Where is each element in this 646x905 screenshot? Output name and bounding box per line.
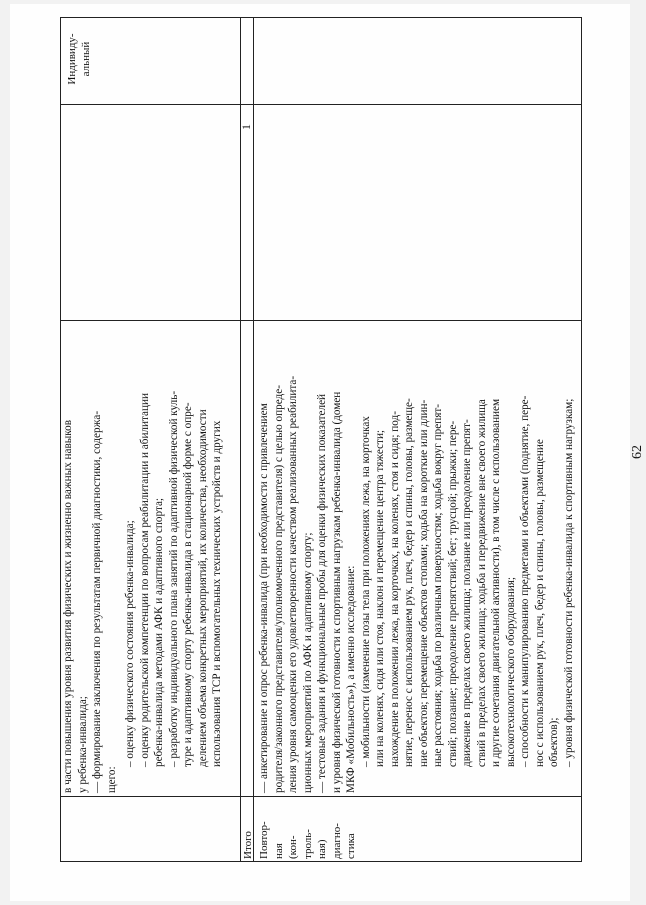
text-line: ребенка-инвалида методами АФК и адаптивного спорта;: [153, 497, 165, 767]
text-line: делением объема конкретных мероприятий, их количества, необходимости: [196, 409, 209, 767]
text-line: ствий; ползание; преодоление препятствий; бег; трусцой; прыжки; пере-: [446, 420, 459, 767]
text-line: диагно-: [330, 823, 343, 859]
col-separator-1: [61, 796, 581, 797]
text-line: нахождение в положении лежа, на корточках, на коленях, стоя и сидя; под-: [388, 411, 401, 767]
text-line: у ребенка-инвалида;: [76, 696, 89, 793]
text-line: стика: [345, 833, 357, 859]
text-line: или на коленях, сидя или стоя, наклон и перемещение центра тяжести;: [374, 429, 386, 767]
text-line: ная: [272, 843, 285, 859]
text-line: ствий в пределах своего жилища; ходьба и передвижение вне своего жилища: [475, 399, 488, 767]
text-line: ние объектов; перемещение объектов стопами; ходьба на короткие или длин-: [417, 399, 430, 767]
text-line: объектов);: [548, 717, 560, 767]
text-line: туре и адаптивному спорту ребенка-инвалида в стационарной форме с опре-: [182, 402, 194, 767]
text-line: — формирование заключения по результатам первичной диагностики, содержа-: [91, 410, 103, 793]
text-line: щего:: [105, 766, 118, 793]
text-line: движение в пределах своего жилища; ползание или преодоление препят-: [461, 419, 473, 767]
row-separator-top: [240, 18, 241, 861]
form-type-cell: [65, 19, 93, 99]
text-line: (кон-: [287, 835, 299, 859]
document-page: [10, 4, 645, 901]
text-line: использования ТСР и вспомогательных технических устройств и других: [211, 420, 223, 767]
text-line: – разработку индивидуального плана занятий по адаптивной физической куль-: [167, 390, 180, 767]
text-line: альный: [80, 41, 92, 77]
text-line: и уровня физической готовности к спортивным нагрузкам ребенка-инвалида (домен: [330, 391, 343, 793]
main-row-content: [257, 327, 576, 793]
text-line: высокотехнологического оборудования;: [504, 577, 517, 767]
itogo-label: Итого: [242, 831, 254, 859]
text-line: троль-: [301, 829, 314, 859]
text-line: нятие, перенос с использованием рук, плеч, бедер и спины, головы, размеще-: [403, 398, 415, 767]
text-line: — анкетирование и опрос ребенка-инвалида (при необходимости с привлечением: [258, 403, 270, 793]
top-row-content: [61, 327, 225, 793]
page-number: 62: [630, 445, 645, 459]
text-line: нос с использованием рук, плеч, бедер и спины, головы, размещение: [533, 439, 546, 767]
text-line: и другие сочетания двигательной активности), в том числе с использованием: [490, 398, 502, 767]
itogo-value: 1: [239, 124, 253, 130]
text-line: Повтор-: [258, 821, 270, 859]
row-separator-itogo: [253, 18, 254, 861]
text-line: — тестовые задания и функциональные пробы для оценки физических показателей: [316, 393, 328, 793]
program-table: [60, 17, 582, 862]
text-line: – оценку родительской компетенции по вопросам реабилитации и абилитации: [138, 393, 151, 767]
text-line: МКФ «Мобильность»), а именно исследование:: [345, 565, 357, 793]
col-separator-3: [61, 104, 581, 105]
diagnostics-type-cell: [257, 801, 359, 859]
text-line: – оценку физического состояния ребенка-инвалида;: [124, 520, 136, 767]
text-line: – способности к манипулированию предметами и объектами (поднятие, пере-: [519, 395, 531, 767]
text-line: в части повышения уровня развития физических и жизненно важных навыков: [62, 420, 74, 793]
text-line: – уровня физической готовности ребенка-инвалида к спортивным нагрузкам;: [562, 398, 575, 767]
text-line: – мобильности (изменение позы тела при положениях лежа, на корточках: [359, 416, 372, 767]
text-line: ная): [316, 839, 328, 859]
text-line: ционных мероприятий по АФК и адаптивному спорту;: [301, 532, 314, 793]
text-line: Индивиду-: [66, 33, 78, 85]
col-separator-2: [61, 320, 581, 321]
text-line: ления уровня самооценки его удовлетворенности качеством реализованных реабилита-: [287, 375, 299, 793]
rotated-page-content: [40, 2, 645, 902]
text-line: родителя/законного представителя/уполномоченного представителя) с целью опреде-: [272, 385, 285, 793]
text-line: ные расстояния; ходьба по различным поверхностям; ходьба вокруг препят-: [432, 404, 444, 767]
